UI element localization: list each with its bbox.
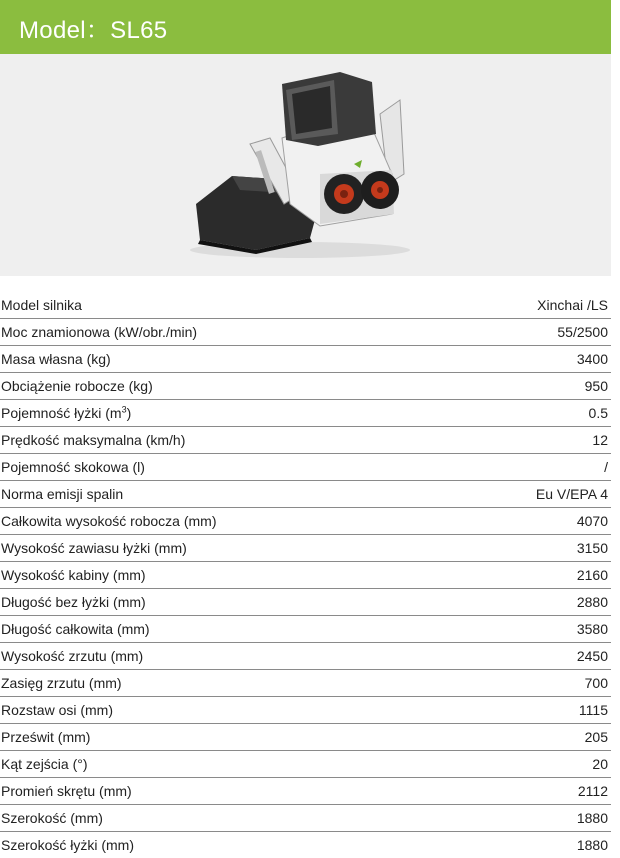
spec-value: 4070 <box>576 513 608 529</box>
spec-value: 1880 <box>576 810 608 826</box>
spec-value: 2880 <box>576 594 608 610</box>
spec-label-end: ) <box>126 405 132 421</box>
spec-label-text: Pojemność łyżki (m <box>1 405 122 421</box>
spec-value: 2112 <box>577 783 608 799</box>
spec-label: Szerokość łyżki (mm) <box>1 837 135 853</box>
spec-row <box>0 535 611 562</box>
spec-label: Prześwit (mm) <box>1 729 91 745</box>
spec-row <box>0 400 611 427</box>
spec-label: Pojemność skokowa (l) <box>1 459 145 475</box>
spec-row <box>0 454 611 481</box>
spec-value: 2450 <box>576 648 608 664</box>
spec-label: Długość całkowita (mm) <box>1 621 150 637</box>
spec-value: 0.5 <box>588 405 608 421</box>
spec-row <box>0 616 611 643</box>
spec-row <box>0 670 611 697</box>
spec-label: Norma emisji spalin <box>1 486 124 502</box>
spec-label: Wysokość zrzutu (mm) <box>1 648 144 664</box>
spec-value: 950 <box>584 378 608 394</box>
spec-row <box>0 697 611 724</box>
spec-row <box>0 373 611 400</box>
spec-row <box>0 724 611 751</box>
spec-row <box>0 589 611 616</box>
page-title: Model：SL65 <box>0 0 611 54</box>
product-image-area <box>0 54 611 276</box>
spec-row <box>0 832 611 858</box>
spec-label: Zasięg zrzutu (mm) <box>1 675 122 691</box>
spec-label: Prędkość maksymalna (km/h) <box>1 432 186 448</box>
spec-label <box>0 400 131 426</box>
spec-value: 12 <box>592 432 608 448</box>
spec-value: Eu V/EPA 4 <box>535 486 608 502</box>
spec-row <box>0 778 611 805</box>
spec-row <box>0 346 611 373</box>
spec-label: Całkowita wysokość robocza (mm) <box>1 513 217 529</box>
spec-row <box>0 643 611 670</box>
spec-label: Obciążenie robocze (kg) <box>1 378 153 394</box>
spec-table <box>0 292 611 858</box>
skid-steer-loader-image <box>0 54 611 276</box>
spec-label: Rozstaw osi (mm) <box>1 702 114 718</box>
spec-row <box>0 751 611 778</box>
spec-row <box>0 427 611 454</box>
spec-label: Kąt zejścia (°) <box>1 756 88 772</box>
spec-label: Model silnika <box>1 297 82 313</box>
spec-label: Promień skrętu (mm) <box>1 783 132 799</box>
spec-value: 55/2500 <box>557 324 608 340</box>
spec-value: 20 <box>592 756 608 772</box>
spec-row <box>0 319 611 346</box>
spec-label: Szerokość (mm) <box>1 810 103 826</box>
spec-value: 1115 <box>578 702 608 718</box>
spec-value: 3400 <box>576 351 608 367</box>
spec-label: Masa własna (kg) <box>1 351 111 367</box>
spec-value: Xinchai /LS <box>537 297 608 313</box>
spec-value: 700 <box>584 675 608 691</box>
spec-value: 3150 <box>576 540 608 556</box>
spec-label: Wysokość kabiny (mm) <box>1 567 146 583</box>
superscript: 3 <box>121 404 127 415</box>
spec-label: Długość bez łyżki (mm) <box>1 594 146 610</box>
spec-row <box>0 562 611 589</box>
spec-row <box>0 508 611 535</box>
spec-value: 205 <box>584 729 608 745</box>
spec-label: Moc znamionowa (kW/obr./min) <box>1 324 198 340</box>
spec-value: / <box>604 459 608 475</box>
spec-row <box>0 292 611 319</box>
spec-row <box>0 481 611 508</box>
spec-value: 3580 <box>576 621 608 637</box>
spec-value: 2160 <box>576 567 608 583</box>
spec-row <box>0 805 611 832</box>
spec-value: 1880 <box>576 837 608 853</box>
spec-label: Wysokość zawiasu łyżki (mm) <box>1 540 187 556</box>
